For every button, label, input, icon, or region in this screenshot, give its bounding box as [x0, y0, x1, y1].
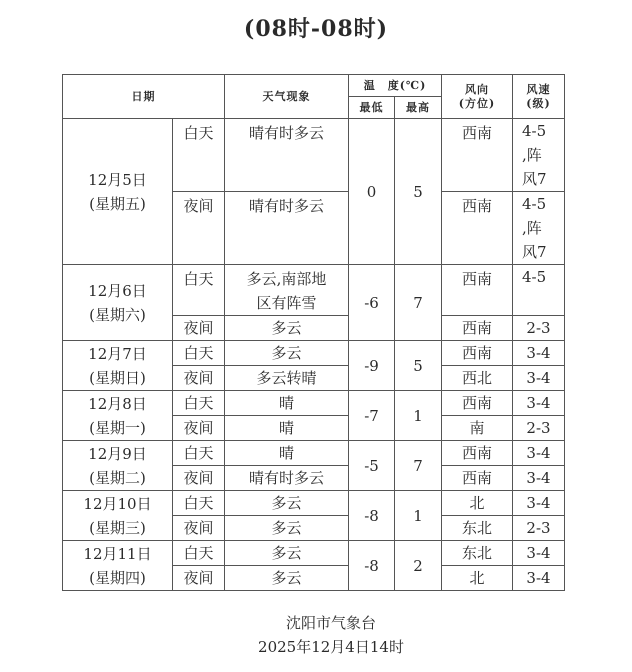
temp-low-cell: -5	[349, 441, 395, 491]
wind-speed-cell: 4-5	[513, 265, 565, 316]
period-label: 夜间	[173, 566, 225, 591]
forecast-body	[63, 119, 565, 591]
temp-low-cell: -6	[349, 265, 395, 341]
wind-speed-cell: 2-3	[513, 516, 565, 541]
header-wind-dir: 风向 (方位)	[442, 75, 513, 119]
wind-dir-cell: 西南	[442, 441, 513, 466]
period-label: 白天	[173, 441, 225, 466]
date-cell: 12月11日 (星期四)	[63, 541, 173, 591]
wind-speed-cell: 3-4	[513, 441, 565, 466]
period-label: 白天	[173, 265, 225, 316]
page-title: (08时-08时)	[243, 16, 389, 42]
date-cell: 12月8日 (星期一)	[63, 391, 173, 441]
wind-dir-cell: 西南	[442, 391, 513, 416]
wind-dir-cell: 西南	[442, 316, 513, 341]
table-row	[63, 541, 565, 566]
weather-cell: 晴有时多云	[225, 192, 349, 265]
period-label: 白天	[173, 491, 225, 516]
table-row	[63, 341, 565, 366]
period-label: 夜间	[173, 516, 225, 541]
period-label: 白天	[173, 341, 225, 366]
temp-high-cell: 2	[395, 541, 442, 591]
date-cell: 12月5日 (星期五)	[63, 119, 173, 265]
weather-cell: 晴	[225, 441, 349, 466]
period-label: 夜间	[173, 366, 225, 391]
weather-cell: 多云	[225, 491, 349, 516]
period-label: 夜间	[173, 316, 225, 341]
temp-high-cell: 5	[395, 119, 442, 265]
wind-dir-cell: 西南	[442, 119, 513, 192]
table-row	[63, 119, 565, 192]
weather-cell: 多云,南部地 区有阵雪	[225, 265, 349, 316]
period-label: 白天	[173, 119, 225, 192]
table-row	[63, 265, 565, 316]
wind-dir-cell: 西南	[442, 265, 513, 316]
table-row	[63, 491, 565, 516]
temp-high-cell: 1	[395, 391, 442, 441]
wind-dir-cell: 西南	[442, 192, 513, 265]
weather-cell: 多云	[225, 541, 349, 566]
wind-dir-cell: 西北	[442, 366, 513, 391]
wind-speed-cell: 3-4	[513, 566, 565, 591]
temp-low-cell: -8	[349, 541, 395, 591]
table-row	[63, 391, 565, 416]
wind-speed-cell: 3-4	[513, 541, 565, 566]
wind-dir-cell: 南	[442, 416, 513, 441]
header-temp: 温 度(℃)	[349, 75, 442, 97]
date-cell: 12月10日 (星期三)	[63, 491, 173, 541]
table-row	[63, 441, 565, 466]
date-cell: 12月7日 (星期日)	[63, 341, 173, 391]
temp-low-cell: -8	[349, 491, 395, 541]
period-label: 夜间	[173, 416, 225, 441]
wind-speed-cell: 3-4	[513, 366, 565, 391]
period-label: 白天	[173, 541, 225, 566]
wind-dir-cell: 西南	[442, 466, 513, 491]
weather-cell: 多云转晴	[225, 366, 349, 391]
wind-speed-cell: 3-4	[513, 341, 565, 366]
temp-low-cell: -7	[349, 391, 395, 441]
wind-speed-cell: 3-4	[513, 491, 565, 516]
temp-high-cell: 7	[395, 441, 442, 491]
wind-dir-cell: 东北	[442, 541, 513, 566]
weather-cell: 多云	[225, 566, 349, 591]
weather-cell: 晴	[225, 391, 349, 416]
wind-speed-cell: 4-5 ,阵 风7	[513, 119, 565, 192]
weather-cell: 多云	[225, 341, 349, 366]
issue-datetime: 2025年12月4日14时	[258, 638, 404, 656]
header-wind-speed: 风速 (级)	[513, 75, 565, 119]
wind-dir-cell: 西南	[442, 341, 513, 366]
wind-speed-cell: 3-4	[513, 466, 565, 491]
wind-dir-cell: 北	[442, 491, 513, 516]
temp-high-cell: 7	[395, 265, 442, 341]
temp-low-cell: -9	[349, 341, 395, 391]
weather-cell: 晴有时多云	[225, 466, 349, 491]
period-label: 白天	[173, 391, 225, 416]
wind-speed-cell: 2-3	[513, 316, 565, 341]
temp-high-cell: 1	[395, 491, 442, 541]
header-temp-low: 最低	[349, 97, 395, 119]
date-cell: 12月9日 (星期二)	[63, 441, 173, 491]
header-temp-high: 最高	[395, 97, 442, 119]
issuer: 沈阳市气象台	[285, 614, 376, 632]
forecast-table	[62, 74, 565, 591]
weather-cell: 晴有时多云	[225, 119, 349, 192]
weather-cell: 多云	[225, 316, 349, 341]
weather-cell: 晴	[225, 416, 349, 441]
date-cell: 12月6日 (星期六)	[63, 265, 173, 341]
temp-low-cell: 0	[349, 119, 395, 265]
header-date: 日期	[63, 75, 225, 119]
wind-dir-cell: 东北	[442, 516, 513, 541]
temp-high-cell: 5	[395, 341, 442, 391]
weather-cell: 多云	[225, 516, 349, 541]
header-weather: 天气现象	[225, 75, 349, 119]
period-label: 夜间	[173, 192, 225, 265]
wind-speed-cell: 3-4	[513, 391, 565, 416]
wind-speed-cell: 2-3	[513, 416, 565, 441]
wind-speed-cell: 4-5 ,阵 风7	[513, 192, 565, 265]
wind-dir-cell: 北	[442, 566, 513, 591]
period-label: 夜间	[173, 466, 225, 491]
